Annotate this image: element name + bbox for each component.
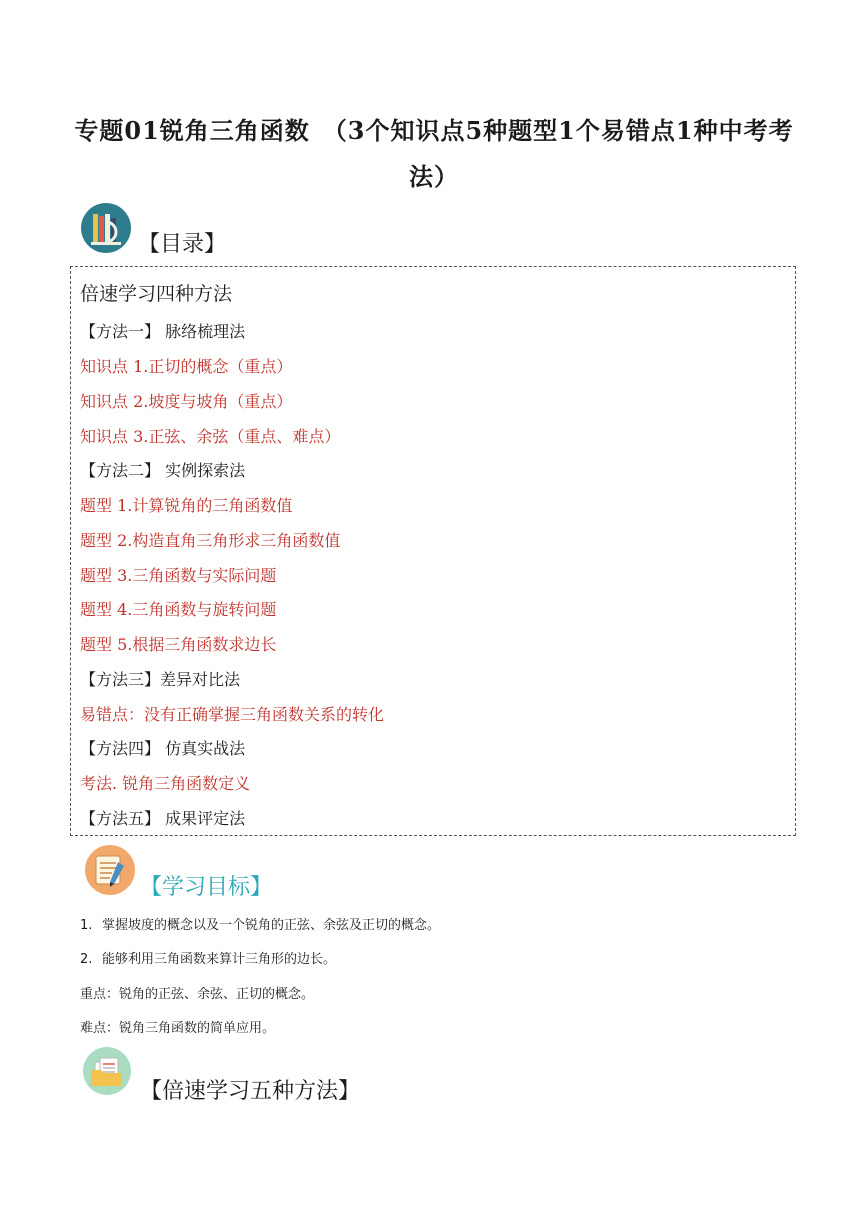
toc-subheading: 倍速学习四种方法: [80, 283, 233, 305]
difficult-point: 难点：锐角三角函数的简单应用。: [80, 1021, 276, 1036]
toc-item[interactable]: 题型 2.构造直角三角形求三角函数值: [80, 531, 341, 550]
methods-heading: 【倍速学习五种方法】: [140, 1079, 361, 1104]
toc-item[interactable]: 题型 3.三角函数与实际问题: [80, 566, 277, 585]
toc-item[interactable]: 知识点 3.正弦、余弦（重点、难点）: [80, 427, 341, 446]
toc-item[interactable]: 题型 1.计算锐角的三角函数值: [80, 496, 293, 515]
toc-item[interactable]: 知识点 1.正切的概念（重点）: [80, 357, 293, 376]
goal-text: 掌握坡度的概念以及一个锐角的正弦、余弦及正切的概念。: [102, 918, 441, 933]
toc-item[interactable]: 题型 4.三角函数与旋转问题: [80, 600, 277, 619]
document-title: 专题01锐角三角函数 （3个知识点5种题型1个易错点1种中考考法）: [74, 116, 794, 191]
toc-heading: 【目录】: [138, 232, 227, 257]
folder-documents-icon: [82, 1046, 132, 1096]
goal-number: 2.: [80, 952, 93, 967]
toc-item[interactable]: 易错点：没有正确掌握三角函数关系的转化: [80, 705, 385, 724]
goal-item: [80, 916, 440, 936]
toc-item[interactable]: 【方法四】 仿真实战法: [80, 739, 246, 758]
toc-item[interactable]: 考法. 锐角三角函数定义: [80, 774, 251, 793]
books-icon: [80, 202, 132, 254]
key-point: 重点：锐角的正弦、余弦、正切的概念。: [80, 987, 315, 1002]
goals-heading: 【学习目标】: [140, 875, 273, 900]
notepad-pencil-icon: [84, 844, 136, 896]
goal-text: 能够利用三角函数来算计三角形的边长。: [102, 952, 337, 967]
toc-item[interactable]: 【方法三】差异对比法: [80, 670, 241, 689]
toc-item[interactable]: 题型 5.根据三角函数求边长: [80, 635, 277, 654]
goal-item: [80, 950, 336, 970]
goal-number: 1.: [80, 918, 93, 933]
toc-item[interactable]: 【方法五】 成果评定法: [80, 809, 246, 828]
toc-item[interactable]: 【方法二】 实例探索法: [80, 461, 246, 480]
toc-item[interactable]: 【方法一】 脉络梳理法: [80, 322, 246, 341]
toc-item[interactable]: 知识点 2.坡度与坡角（重点）: [80, 392, 293, 411]
toc-box: [70, 266, 796, 836]
